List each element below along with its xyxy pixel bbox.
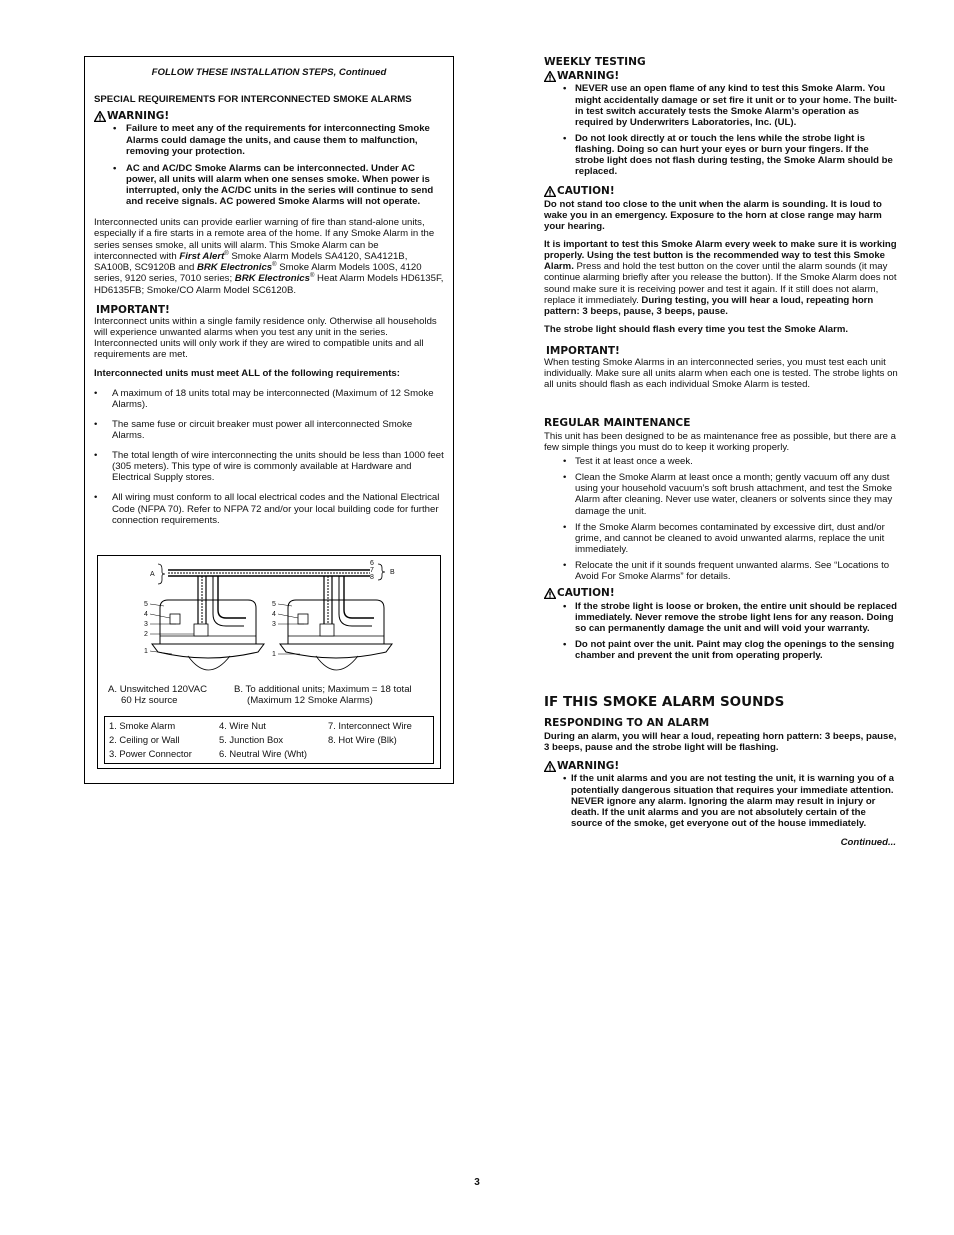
label-a: A [150,571,155,578]
list-item: • A maximum of 18 units total may be interconnected (Maximum of 12 Smoke Alarms). [94,388,444,410]
bullet-glyph: • [563,773,567,785]
caption-a: A. Unswitched 120VAC 60 Hz source [108,684,208,707]
continued-note: Continued... [840,837,896,849]
legend-item: 7. Interconnect Wire [328,720,412,731]
interconnect-paragraph: Interconnected units can provide earlier warning of fire than stand-alone units, especially if a fire starts in a remote area of the home. If any Smoke Alarm in the series senses smoke, all units will alarm. This Smoke Alarm can be interconnected with First Alert® Smoke Alarm Models SA4120, SA4121B, SA100B, SC9120B and BRK Electronics® Smoke Alarm Models 100S, 4120 series, 9120 series, 7010 series; BRK Electronics® Heat Alarm Models HD6135F, HD6135FB; Smoke/CO Alarm Model SC6120B. [94,217,444,296]
test-paragraph: It is important to test this Smoke Alarm every week to make sure it is working properly. Using the test button is the recommended way to test this Smoke Alarm. Press and hold the test button on the cover until the alarm sounds (it may continue alarming briefly after you release the button). If the Smoke Alarm does not sound make sure it is receiving power and test it again. If it still does not alarm, replace it immediately. During testing, you will hear a loud, repeating horn pattern: 3 beeps, pause, 3 beeps, pause. [544,239,897,317]
regular-maintenance-title: REGULAR MAINTENANCE [544,416,691,429]
caution-heading: CAUTION! [544,587,898,599]
svg-text:5: 5 [272,601,276,608]
warning-heading: WARNING! [544,760,898,772]
installation-box [84,56,454,784]
requirements-list [94,388,444,526]
list-item: • Clean the Smoke Alarm at least once a month; gently vacuum off any dust using your household vacuum’s soft brush attachment, and test the Smoke Alarm after cleaning. Never use water, cleaners or solvents since they may damage the unit. [544,472,898,517]
box-title: FOLLOW THESE INSTALLATION STEPS, Continued [151,67,387,78]
svg-text:2: 2 [144,631,148,638]
responding-title: RESPONDING TO AN ALARM [544,716,710,729]
caption-b: B. To additional units; Maximum = 18 total (Maximum 12 Smoke Alarms) [234,684,412,707]
legend-item: 6. Neutral Wire (Wht) [219,748,308,759]
warning-triangle-icon [544,761,556,772]
brace-a [158,564,165,584]
legend-item: 8. Hot Wire (Blk) [328,734,397,745]
caution-list [544,601,898,662]
label-7: 7 [370,567,374,574]
label-b: B [390,569,395,576]
list-item: • Failure to meet any of the requirements for interconnecting Smoke Alarms could damage the units, and cause them to malfunction, removing your protection. [94,123,444,156]
svg-text:3: 3 [144,621,148,628]
responding-text: During an alarm, you will hear a loud, repeating horn pattern: 3 beeps, pause, 3 beeps, pause and the strobe light will be flashing. [544,731,897,754]
diagram-legend [104,716,434,764]
final-warning: • If the unit alarms and you are not testing the unit, it is warning you of a potentially dangerous situation that requires your immediate attention. NEVER ignore any alarm. Ignoring the alarm may result in injury or death. If the unit alarms and you are not absolutely certain of the source of the smoke, get everyone out of the house immediately. [563,773,895,829]
wiring-illustration [98,556,440,691]
svg-text:5: 5 [144,601,148,608]
svg-text:1: 1 [272,651,276,658]
list-item: • Do not paint over the unit. Paint may clog the openings to the sensing chamber and prevent the unit from operating properly. [544,639,898,661]
weekly-warning-list [544,83,898,177]
smoke-alarm-unit-1 [152,576,264,670]
list-item: • If the strobe light is loose or broken, the entire unit should be replaced immediately. Never remove the strobe light lens for any reason. Doing so can permanently damage the unit and will void your warranty. [544,601,898,634]
warning-triangle-icon [94,111,106,122]
alarm-sounds-title: IF THIS SMOKE ALARM SOUNDS [544,694,785,711]
warning-heading: WARNING! [94,110,444,122]
warning-triangle-icon [544,71,556,82]
list-item: • All wiring must conform to all local electrical codes and the National Electrical Code (NFPA 70). Refer to NFPA 72 and/or your local building code for further connection requirements. [94,492,444,525]
important-text: Interconnect units within a single family residence only. Otherwise all households will experience unwanted alarms when you test any unit in the series. Interconnected units will only work if they are wired to compatible units and all requirements are met. [94,315,437,361]
weekly-testing-title: WEEKLY TESTING [544,56,646,68]
maintenance-list [544,456,898,582]
warning-list [94,123,444,207]
important-text: When testing Smoke Alarms in an interconnected series, you must test each unit individually. Make sure all units alarm when each one is tested. The strobe lights on all units should flash as each individual Smoke Alarm is tested. [544,357,898,391]
svg-text:1: 1 [144,648,148,655]
legend-item: 5. Junction Box [219,734,284,745]
caution-heading: CAUTION! [544,185,898,197]
important-heading: IMPORTANT! [96,303,170,316]
legend-item: 3. Power Connector [109,748,192,759]
list-item: • If the Smoke Alarm becomes contaminated by excessive dirt, dust and/or grime, and cannot be cleaned to avoid unwanted alarms, replace the unit immediately. [544,522,898,555]
list-item: • NEVER use an open flame of any kind to test this Smoke Alarm. You might accidentally damage or set fire it unit or to your home. The built-in test switch accurately tests the Smoke Alarm’s operation as required by Underwriters Laboratories, Inc. (UL). [544,83,898,128]
svg-text:4: 4 [272,611,276,618]
must-meet-text: Interconnected units must meet ALL of the following requirements: [94,368,400,380]
svg-text:4: 4 [144,611,148,618]
page-number: 3 [474,1177,480,1188]
legend-item: 1. Smoke Alarm [109,720,176,731]
legend-item: 4. Wire Nut [219,720,266,731]
caution-text: Do not stand too close to the unit when the alarm is sounding. It is loud to wake you in an emergency. Exposure to the horn at close range may harm your hearing. [544,198,882,232]
caution-triangle-icon [544,186,556,197]
list-item: • The same fuse or circuit breaker must power all interconnected Smoke Alarms. [94,419,444,441]
brace-b [378,564,385,580]
label-8: 8 [370,574,374,581]
list-item: • Test it at least once a week. [544,456,898,467]
warning-heading: WARNING! [544,70,898,82]
list-item: • Relocate the unit if it sounds frequent unwanted alarms. See “Locations to Avoid For Smoke Alarms” for details. [544,560,898,582]
label-6: 6 [370,560,374,567]
caution-triangle-icon [544,588,556,599]
strobe-text: The strobe light should flash every time you test the Smoke Alarm. [544,323,849,335]
svg-text:3: 3 [272,621,276,628]
legend-item: 2. Ceiling or Wall [109,734,180,745]
list-item: • Do not look directly at or touch the lens while the strobe light is flashing. Doing so can hurt your eyes or burn your fingers. If the strobe light does not flash during testing, the Smoke Alarm should be replaced. [544,133,898,178]
wiring-diagram [97,555,441,769]
right-column [544,56,898,848]
important-heading: IMPORTANT! [546,345,620,357]
special-requirements-title: SPECIAL REQUIREMENTS FOR INTERCONNECTED SMOKE ALARMS [94,94,412,106]
list-item: • AC and AC/DC Smoke Alarms can be interconnected. Under AC power, all units will alarm when one senses smoke. When power is interrupted, only the AC/DC units in the series will continue to send and receive signals. AC powered Smoke Alarms will not operate. [94,163,444,208]
list-item: • The total length of wire interconnecting the units should be less than 1000 feet (305 meters). This type of wire is commonly available at Hardware and Electrical Supply stores. [94,450,444,483]
smoke-alarm-unit-2 [280,576,392,670]
maintenance-intro: This unit has been designed to be as maintenance free as possible, but there are a few simple things you must do to keep it working properly. [544,430,896,453]
